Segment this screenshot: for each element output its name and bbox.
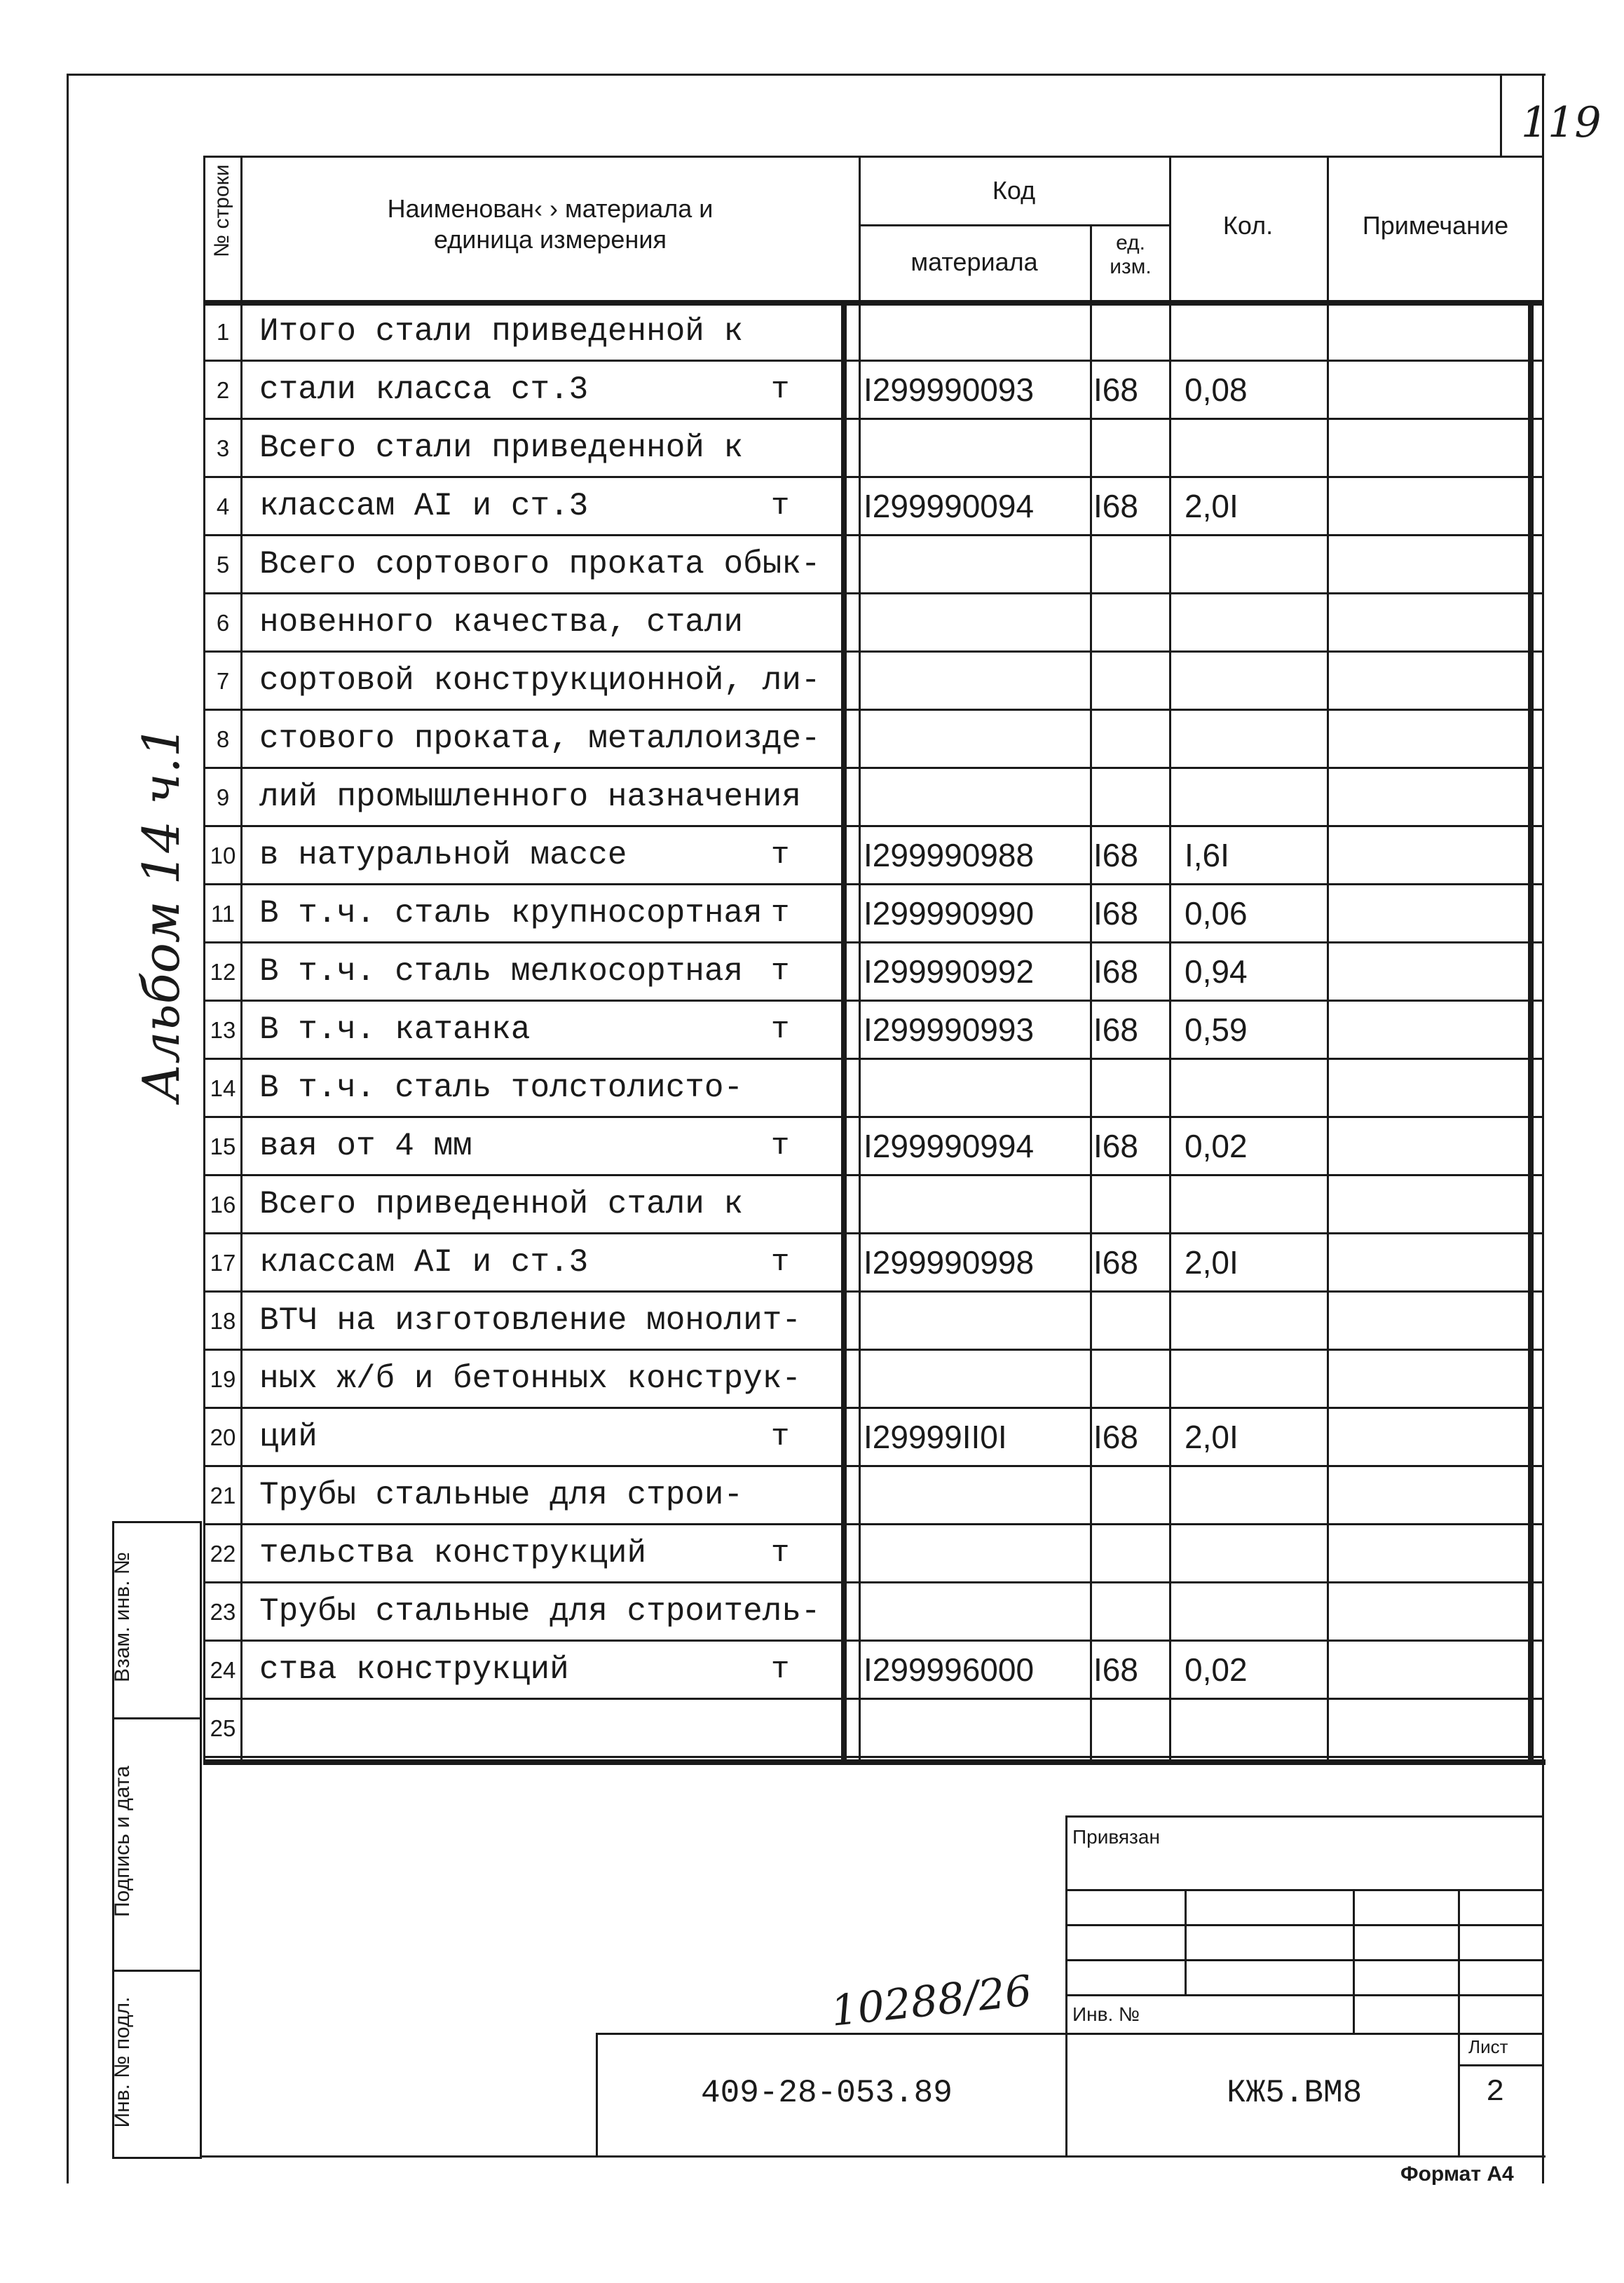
row-number: 19 xyxy=(210,1366,236,1392)
header-note: Примечание xyxy=(1362,211,1509,240)
title-block-top xyxy=(596,2033,1544,2035)
row-number: 10 xyxy=(210,843,236,868)
row-number: 20 xyxy=(210,1424,236,1450)
row-material-code: I299990093 xyxy=(864,372,1035,408)
row-name: классам AI и ст.3 xyxy=(259,488,589,524)
sheet-label: Лист xyxy=(1468,2036,1508,2057)
row-name: тельства конструкций xyxy=(259,1535,647,1572)
row-number: 18 xyxy=(210,1308,236,1334)
row-name: вая от 4 мм xyxy=(259,1128,472,1164)
row-unit-label: т xyxy=(771,896,790,931)
row-unit-code: I68 xyxy=(1093,488,1138,524)
row-name: стового проката, металлоизде- xyxy=(259,721,821,757)
row-unit-label: т xyxy=(771,489,790,524)
row-material-code: I299990990 xyxy=(864,895,1035,932)
stamp-left-line xyxy=(1065,1815,1067,2157)
doc-code: 409-28-053.89 xyxy=(701,2075,953,2111)
row-quantity: 2,0I xyxy=(1185,488,1239,524)
stamp-line-2 xyxy=(1065,1924,1544,1926)
header-code: Код xyxy=(992,176,1036,205)
row-quantity: 0,94 xyxy=(1185,953,1248,990)
row-name: ства конструкций xyxy=(259,1651,569,1688)
row-material-code: I299990988 xyxy=(864,837,1035,873)
code-subheader-line xyxy=(859,224,1169,226)
sheet-number: 2 xyxy=(1486,2075,1505,2110)
row-unit-label: т xyxy=(771,1536,790,1571)
row-number: 11 xyxy=(210,901,236,927)
page-number-box xyxy=(1500,74,1502,158)
stamp-col-2 xyxy=(1353,1889,1355,2033)
left-margin-sep-1 xyxy=(112,1717,202,1719)
album-stamp: Альбом 14 ч.1 xyxy=(132,725,191,1102)
row-quantity: I,6I xyxy=(1185,837,1229,873)
row-number: 22 xyxy=(210,1541,236,1567)
row-unit-label: т xyxy=(771,1419,790,1454)
row-quantity: 0,59 xyxy=(1185,1011,1248,1048)
header-material: материала xyxy=(910,247,1038,276)
vzam-inv-label: Взам. инв. № xyxy=(111,1552,134,1682)
row-quantity: 0,08 xyxy=(1185,372,1248,408)
stamp-line-1 xyxy=(1065,1889,1544,1891)
sheet-label-line xyxy=(1458,2064,1544,2066)
row-number: 13 xyxy=(210,1017,236,1043)
row-name: в натуральной массе xyxy=(259,837,627,873)
row-number: 5 xyxy=(216,552,230,578)
row-material-code: I299996000 xyxy=(864,1651,1035,1688)
row-name: ных ж/б и бетонных конструк- xyxy=(259,1361,801,1397)
row-unit-label: т xyxy=(771,1245,790,1280)
stamp-line-4 xyxy=(1065,1994,1544,1996)
row-name: В т.ч. сталь толстолисто- xyxy=(259,1070,744,1106)
row-number: 1 xyxy=(216,319,230,345)
handwritten-number: 10288/26 xyxy=(828,1966,1035,2036)
row-divider xyxy=(203,1756,1544,1758)
row-unit-code: I68 xyxy=(1093,1128,1138,1164)
row-material-code: I299990998 xyxy=(864,1244,1035,1281)
row-quantity: 2,0I xyxy=(1185,1244,1239,1281)
row-unit-code: I68 xyxy=(1093,1651,1138,1688)
header-name: Наименован‹ › материала и единица измерения xyxy=(387,194,714,254)
row-number: 7 xyxy=(216,668,230,694)
header-unit: ед. изм. xyxy=(1110,231,1152,278)
row-divider xyxy=(203,1698,1544,1700)
row-unit-code: I68 xyxy=(1093,837,1138,873)
inv-podl-label: Инв. № подл. xyxy=(111,1996,134,2128)
row-number: 14 xyxy=(210,1075,236,1101)
row-quantity: 0,02 xyxy=(1185,1651,1248,1688)
left-margin-line-inner xyxy=(200,1521,202,2157)
data-frame-right xyxy=(1528,300,1534,1765)
row-unit-code: I68 xyxy=(1093,953,1138,990)
row-name: В т.ч. катанка xyxy=(259,1011,531,1048)
frame-left xyxy=(67,74,69,2183)
frame-bottom xyxy=(200,2155,1545,2158)
header-top xyxy=(203,156,1544,158)
row-material-code: I299990094 xyxy=(864,488,1035,524)
row-name: Всего сортового проката обык- xyxy=(259,546,821,582)
row-name: Трубы стальные для строитель- xyxy=(259,1593,821,1630)
row-name: классам AI и ст.3 xyxy=(259,1244,589,1281)
row-quantity: 0,02 xyxy=(1185,1128,1248,1164)
row-name: Итого стали приведенной к xyxy=(259,313,744,350)
row-number: 6 xyxy=(216,610,230,636)
row-name: ций xyxy=(259,1419,318,1455)
row-unit-code: I68 xyxy=(1093,1011,1138,1048)
row-number: 21 xyxy=(210,1483,236,1508)
header-qty: Кол. xyxy=(1222,211,1274,240)
stamp-col-1 xyxy=(1185,1889,1187,1994)
inv-label: Инв. № xyxy=(1072,2003,1140,2025)
row-unit-label: т xyxy=(771,1652,790,1687)
row-number: 24 xyxy=(210,1657,236,1683)
title-block-left xyxy=(596,2033,598,2157)
row-number: 8 xyxy=(216,726,230,752)
row-material-code: I299990994 xyxy=(864,1128,1035,1164)
row-unit-code: I68 xyxy=(1093,1244,1138,1281)
header-row-no: № строки xyxy=(210,164,233,257)
stamp-col-3 xyxy=(1458,1889,1460,2157)
row-material-code: I29999II0I xyxy=(864,1419,1007,1455)
row-quantity: 0,06 xyxy=(1185,895,1248,932)
data-frame-left xyxy=(841,300,847,1765)
row-number: 25 xyxy=(210,1715,236,1741)
row-quantity: 2,0I xyxy=(1185,1419,1239,1455)
row-name: Всего приведенной стали к xyxy=(259,1186,744,1222)
row-number: 12 xyxy=(210,959,236,985)
row-number: 3 xyxy=(216,435,230,461)
row-material-code: I299990992 xyxy=(864,953,1035,990)
row-number: 17 xyxy=(210,1250,236,1276)
format-label: Формат А4 xyxy=(1400,2162,1514,2186)
row-number: 15 xyxy=(210,1133,236,1159)
row-number: 23 xyxy=(210,1599,236,1625)
sheet-code: КЖ5.ВМ8 xyxy=(1227,2075,1363,2111)
row-name: сортовой конструкционной, ли- xyxy=(259,662,821,699)
row-name: новенного качества, стали xyxy=(259,604,744,641)
row-number: 9 xyxy=(216,784,230,810)
row-unit-code: I68 xyxy=(1093,1419,1138,1455)
stamp-line-3 xyxy=(1065,1959,1544,1961)
row-name: В т.ч. сталь мелкосортная xyxy=(259,953,744,990)
page-number: 119 xyxy=(1521,98,1602,147)
row-unit-code: I68 xyxy=(1093,372,1138,408)
row-unit-label: т xyxy=(771,372,790,407)
row-unit-code: I68 xyxy=(1093,895,1138,932)
row-unit-label: т xyxy=(771,838,790,873)
stamp-top xyxy=(1065,1815,1544,1818)
data-frame-bottom xyxy=(203,1759,1545,1765)
col-material-end xyxy=(1090,224,1092,1764)
row-number: 2 xyxy=(216,377,230,403)
row-number: 16 xyxy=(210,1192,236,1218)
frame-top xyxy=(67,74,1545,76)
podpis-label: Подпись и дата xyxy=(111,1766,134,1917)
row-name: В т.ч. сталь крупносортная xyxy=(259,895,763,932)
row-unit-label: т xyxy=(771,1129,790,1164)
row-name: Всего стали приведенной к xyxy=(259,430,744,466)
row-name: лий промышленного назначения xyxy=(259,779,801,815)
privyazan-label: Привязан xyxy=(1072,1826,1160,1848)
row-unit-label: т xyxy=(771,1012,790,1047)
row-name: стали класса ст.3 xyxy=(259,372,589,408)
row-name: Трубы стальные для строи- xyxy=(259,1477,744,1513)
row-number: 4 xyxy=(216,493,230,519)
row-unit-label: т xyxy=(771,954,790,989)
row-name: ВТЧ на изготовление монолит- xyxy=(259,1302,801,1339)
frame-right xyxy=(1542,74,1544,2183)
row-material-code: I299990993 xyxy=(864,1011,1035,1048)
